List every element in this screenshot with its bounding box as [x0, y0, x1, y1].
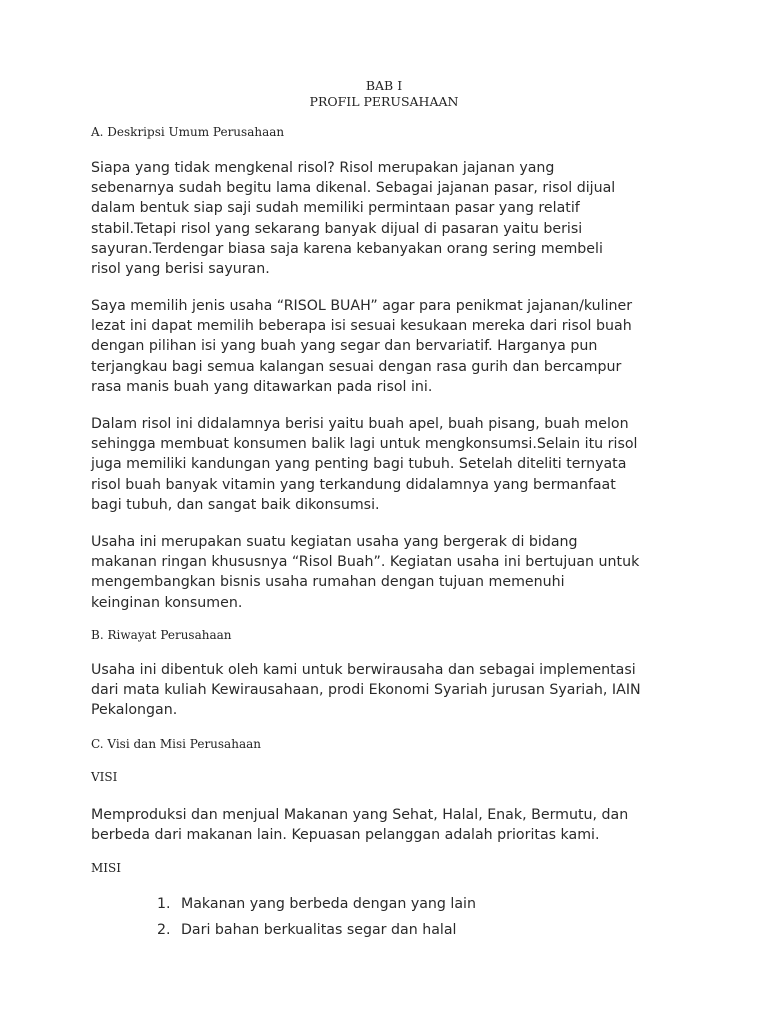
list-number: 1. [157, 896, 171, 912]
text-line: makanan ringan khususnya “Risol Buah”. Kegiatan usaha ini bertujuan untuk [91, 554, 640, 571]
list-item-text: Makanan yang berbeda dengan yang lain [181, 896, 476, 912]
text-line: juga memiliki kandungan yang penting bagi tubuh. Setelah diteliti ternyata [91, 456, 627, 473]
text-line: sebenarnya sudah begitu lama dikenal. Sebagai jajanan pasar, risol dijual [91, 180, 616, 197]
text-line: Siapa yang tidak mengkenal risol? Risol merupakan jajanan yang [91, 160, 555, 176]
section-a-heading: A. Deskripsi Umum Perusahaan [91, 125, 285, 139]
text-line: lezat ini dapat memilih beberapa isi sesuai kesukaan mereka dari risol buah [91, 318, 632, 335]
text-line: Dalam risol ini didalamnya berisi yaitu buah apel, buah pisang, buah melon [91, 416, 629, 432]
text-line: Memproduksi dan menjual Makanan yang Sehat, Halal, Enak, Bermutu, dan [91, 807, 629, 823]
text-line: sayuran.Terdengar biasa saja karena kebanyakan orang sering membeli [91, 240, 603, 257]
text-line: dari mata kuliah Kewirausahaan, prodi Ekonomi Syariah jurusan Syariah, IAIN [91, 682, 641, 699]
list-item-text: Dari bahan berkualitas segar dan halal [181, 922, 457, 938]
section-a-paragraph-2 [91, 296, 691, 397]
text-line: berbeda dari makanan lain. Kepuasan pelanggan adalah prioritas kami. [91, 827, 600, 844]
visi-paragraph [91, 805, 691, 845]
section-c-heading: C. Visi dan Misi Perusahaan [91, 737, 261, 751]
text-line: risol buah banyak vitamin yang terkandung didalamnya yang bermanfaat [91, 476, 616, 493]
text-line: Pekalongan. [91, 702, 178, 719]
chapter-heading: PROFIL PERUSAHAAN [309, 94, 459, 109]
misi-label: MISI [91, 861, 121, 875]
list-number: 2. [157, 922, 171, 938]
text-line: Usaha ini dibentuk oleh kami untuk berwirausaha dan sebagai implementasi [91, 662, 636, 678]
text-line: Saya memilih jenis usaha “RISOL BUAH” agar para penikmat jajanan/kuliner [91, 298, 633, 314]
text-line: stabil.Tetapi risol yang sekarang banyak dijual di pasaran yaitu berisi [91, 220, 583, 237]
section-b-paragraph [91, 660, 691, 721]
chapter-number: BAB I [365, 78, 403, 93]
text-line: Usaha ini merupakan suatu kegiatan usaha yang bergerak di bidang [91, 534, 578, 550]
section-a-paragraph-1 [91, 158, 691, 279]
list-item [157, 896, 476, 912]
text-line: dengan pilihan isi yang buah yang segar dan bervariatif. Harganya pun [91, 338, 598, 355]
visi-label: VISI [91, 770, 118, 784]
section-a-paragraph-4 [91, 532, 691, 613]
text-line: terjangkau bagi semua kalangan sesuai dengan rasa gurih dan bercampur [91, 358, 622, 375]
text-line: rasa manis buah yang ditawarkan pada risol ini. [91, 378, 433, 395]
section-a-paragraph-3 [91, 414, 691, 515]
chapter-title [0, 78, 768, 110]
text-line: mengembangkan bisnis usaha rumahan dengan tujuan memenuhi [91, 574, 565, 591]
list-item [157, 922, 457, 938]
text-line: risol yang berisi sayuran. [91, 261, 270, 278]
text-line: sehingga membuat konsumen balik lagi untuk mengkonsumsi.Selain itu risol [91, 436, 638, 453]
section-b-heading: B. Riwayat Perusahaan [91, 628, 232, 642]
text-line: bagi tubuh, dan sangat baik dikonsumsi. [91, 496, 380, 513]
text-line: dalam bentuk siap saji sudah memiliki permintaan pasar yang relatif [91, 200, 580, 217]
text-line: keinginan konsumen. [91, 594, 243, 611]
